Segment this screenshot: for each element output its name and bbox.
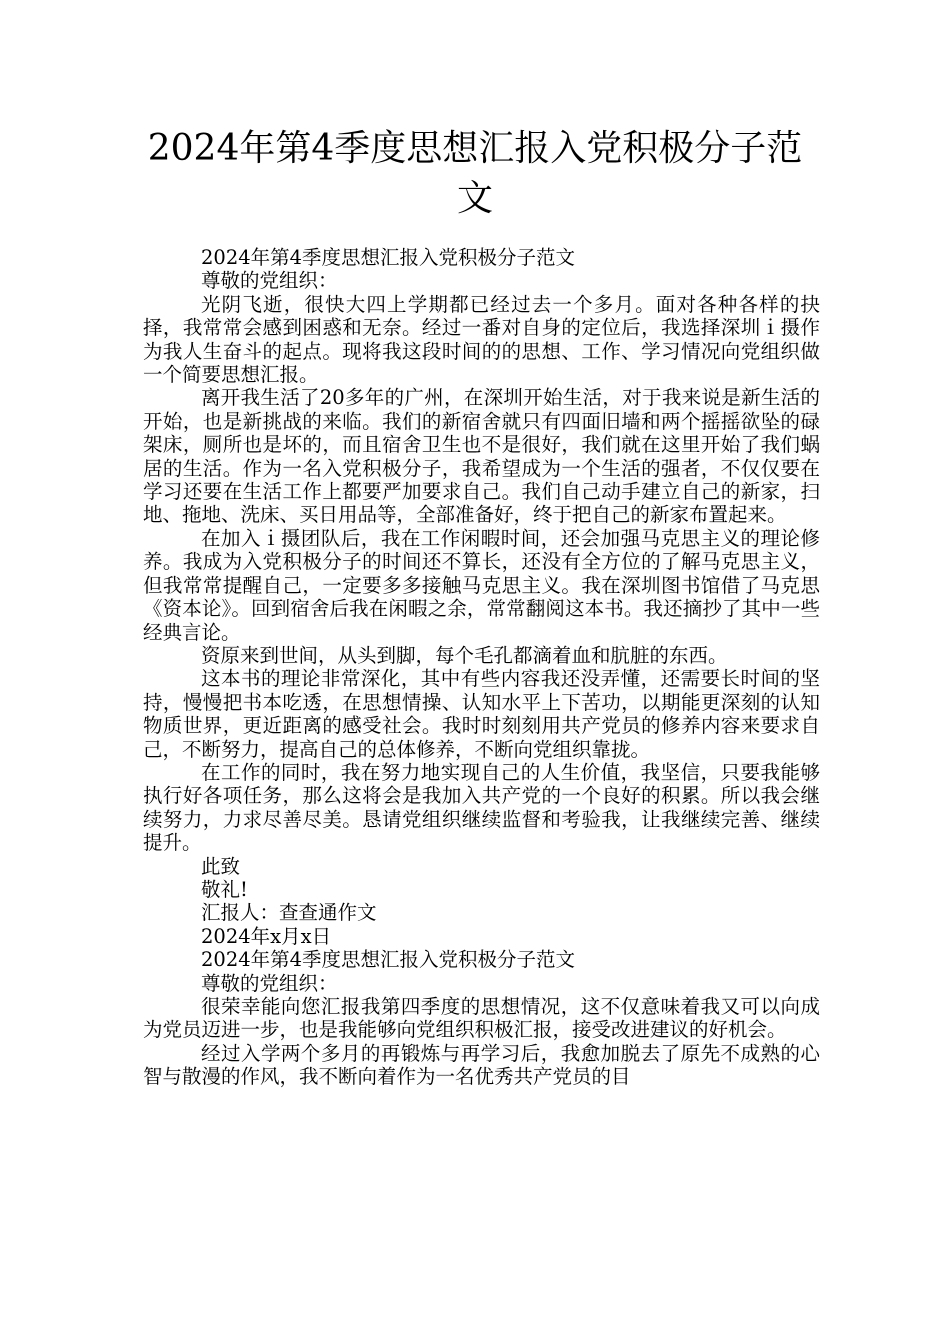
paragraph: 光阴飞逝，很快大四上学期都已经过去一个多月。面对各种各样的抉择，我常常会感到困惑和无奈。经过一番对自身的定位后，我选择深圳ｉ摄作为我人生奋斗的起点。现将我这段时间的的思想、工作、学习情况向党组织做一个简要思想汇报。 [143,292,820,387]
paragraph: 这本书的理论非常深化，其中有些内容我还没弄懂，还需要长时间的坚持，慢慢把书本吃透，在思想情操、认知水平上下苦功，以期能更深刻的认知物质世界，更近距离的感受社会。我时时刻刻用共产党员的修养内容来要求自己，不断努力，提高自己的总体修养，不断向党组织靠拢。 [143,667,820,761]
closing-line: 此致 [201,854,241,878]
paragraph: 在加入ｉ摄团队后，我在工作闲暇时间，还会加强马克思主义的理论修养。我成为入党积极分子的时间还不算长，还没有全方位的了解马克思主义，但我常常提醒自己，一定要多多接触马克思主义。我在深圳图书馆借了马克思《资本论》。回到宿舍后我在闲暇之余，常常翻阅这本书。我还摘抄了其中一些经典言论。 [143,526,820,644]
paragraph: 离开我生活了20多年的广州，在深圳开始生活，对于我来说是新生活的开始，也是新挑战的来临。我们的新宿舍就只有四面旧墙和两个摇摇欲坠的碌架床，厕所也是坏的，而且宿舍卫生也不是很好，我们就在这里开始了我们蜗居的生活。作为一名入党积极分子，我希望成为一个生活的强者，不仅仅要在学习还要在生活工作上都要严加要求自己。我们自己动手建立自己的新家，扫地、拖地、洗床、买日用品等，全部准备好，终于把自己的新家布置起来。 [143,386,820,527]
reporter-signature: 汇报人：查查通作文 [201,901,377,925]
salutation: 尊敬的党组织： [201,269,338,293]
paragraph: 在工作的同时，我在努力地实现自己的人生价值，我坚信，只要我能够执行好各项任务，那么这将会是我加入共产党的一个良好的积累。所以我会继续努力，力求尽善尽美。恳请党组织继续监督和考验我，让我继续完善、继续提升。 [143,760,820,855]
repeated-title-line: 2024年第4季度思想汇报入党积极分子范文 [201,246,576,269]
paragraph: 很荣幸能向您汇报我第四季度的思想情况，这不仅意味着我又可以向成为党员迈进一步，也是我能够向党组织积极汇报，接受改进建议的好机会。 [143,995,820,1042]
document-body [143,246,820,1089]
repeated-title-line: 2024年第4季度思想汇报入党积极分子范文 [201,948,576,972]
salutation: 尊敬的党组织： [201,971,338,995]
quotation-line: 资原来到世间，从头到脚，每个毛孔都滴着血和肮脏的东西。 [201,643,728,667]
document-title: 2024年第4季度思想汇报入党积极分子范文 [147,128,803,219]
report-date: 2024年x月x日 [201,924,332,948]
paragraph: 经过入学两个多月的再锻炼与再学习后，我愈加脱去了原先不成熟的心智与散漫的作风，我不断向着作为一名优秀共产党员的目 [143,1041,820,1089]
closing-salute: 敬礼! [201,877,248,901]
